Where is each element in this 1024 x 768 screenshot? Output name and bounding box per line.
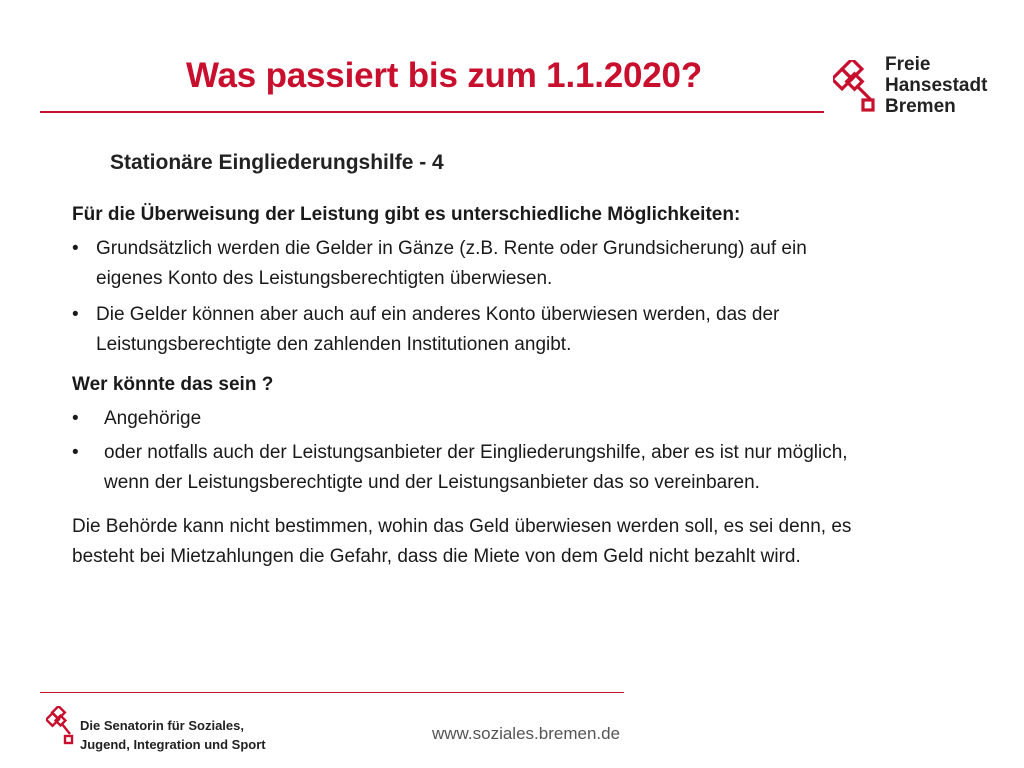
options-list: [72, 234, 862, 360]
bullet-icon: •: [72, 304, 79, 325]
list-item-text: oder notfalls auch der Leistungsanbieter der Eingliederungshilfe, aber es ist nur möglich, wenn der Leistungsberechtigte und der Leistungsanbieter das so vereinbaren.: [104, 442, 848, 493]
logo-line-3: Bremen: [885, 96, 956, 117]
footer-url-link[interactable]: www.soziales.bremen.de: [432, 724, 621, 743]
footer-org-line-2: Jugend, Integration und Sport: [80, 737, 266, 752]
question-heading: Wer könnte das sein ?: [72, 374, 274, 395]
logo-wordmark: [885, 54, 987, 117]
title-underline: [40, 111, 824, 113]
bremen-key-icon: [833, 60, 877, 114]
list-item-text: Grundsätzlich werden die Gelder in Gänze (z.B. Rente oder Grundsicherung) auf ein eigenes Konto des Leistungsberechtigten überwiesen.: [96, 238, 807, 289]
candidates-list: [72, 404, 862, 498]
logo-line-2: Hansestadt: [885, 75, 988, 96]
list-item: [72, 234, 862, 294]
list-item-text: Die Gelder können aber auch auf ein anderes Konto überwiesen werden, das der Leistungsberechtigte den zahlenden Institutionen angibt.: [96, 304, 780, 355]
bullet-icon: •: [72, 238, 79, 259]
list-item: [72, 300, 862, 360]
bremen-logo: [833, 54, 1013, 116]
closing-paragraph: Die Behörde kann nicht bestimmen, wohin das Geld überwiesen werden soll, es sei denn, es besteht bei Mietzahlungen die Gefahr, dass die Miete von dem Geld nicht bezahlt wird.: [72, 516, 852, 567]
intro-heading: Für die Überweisung der Leistung gibt es unterschiedliche Möglichkeiten:: [72, 204, 741, 225]
bullet-icon: •: [72, 442, 79, 463]
footer-organization: [80, 716, 266, 754]
slide-body: [72, 200, 862, 572]
slide-subtitle: Stationäre Eingliederungshilfe - 4: [110, 151, 444, 174]
footer-divider: [40, 692, 624, 693]
slide-title: Was passiert bis zum 1.1.2020?: [186, 56, 702, 95]
list-item-text: Angehörige: [104, 408, 202, 429]
footer-key-icon: [46, 706, 74, 748]
footer-org-line-1: Die Senatorin für Soziales,: [80, 718, 244, 733]
logo-line-1: Freie: [885, 54, 931, 75]
bullet-icon: •: [72, 408, 79, 429]
list-item: [72, 404, 862, 434]
list-item: [72, 438, 862, 498]
